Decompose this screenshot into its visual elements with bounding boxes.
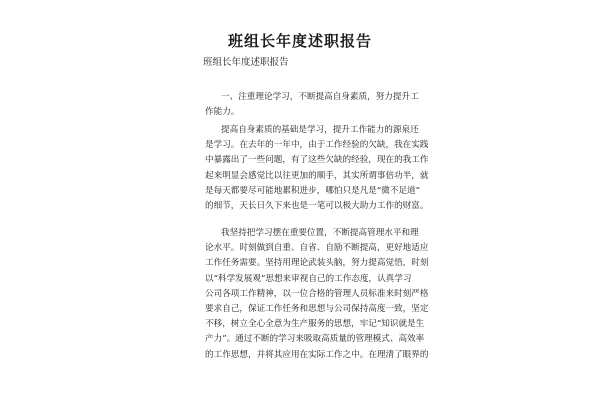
document-title: 班组长年度述职报告 bbox=[227, 32, 372, 50]
paragraph-line: 以“科学发展观”思想来审视自己的工作态度，认真学习 bbox=[205, 273, 412, 284]
paragraph-line: 作能力。 bbox=[205, 107, 240, 118]
paragraph-3 bbox=[205, 226, 429, 363]
paragraph-2 bbox=[205, 123, 429, 214]
paragraph-1 bbox=[205, 90, 419, 120]
paragraph-line: 工作任务需要。坚持用理论武装头脑，努力提高觉悟，时刻 bbox=[205, 258, 429, 269]
paragraph-line: 的工作思想，并将其应用在实际工作之中。在理清了眼界的 bbox=[205, 349, 429, 360]
document-subtitle: 班组长年度述职报告 bbox=[203, 57, 289, 68]
paragraph-line: 一、注重理论学习，不断提高自身素质，努力提升工 bbox=[221, 92, 419, 102]
paragraph-line: 的细节，天长日久下来也是一笔可以极大助力工作的财富。 bbox=[205, 201, 429, 212]
paragraph-line: 起来明显会感觉比以往更加的顺手，其实所谓事倍功半，就 bbox=[205, 170, 429, 181]
paragraph-line: 是每天都要尽可能地累积进步，哪怕只是凡是“微不足道” bbox=[205, 185, 421, 196]
paragraph-line: 论水平。时刻做到自重、自省、自励不断提高，更好地适应 bbox=[205, 243, 429, 254]
paragraph-line: 产力”。通过不断的学习来吸取高质量的管理模式、高效率 bbox=[205, 334, 425, 345]
paragraph-line: 中暴露出了一些问题，有了这些欠缺的经验，现在的我工作 bbox=[205, 155, 429, 166]
paragraph-line: 我坚持把学习摆在重要位置，不断提高管理水平和理 bbox=[221, 228, 419, 238]
paragraph-line: 要求自己，保证工作任务和思想与公司保持高度一致，坚定 bbox=[205, 304, 429, 315]
paragraph-line: 提高自身素质的基础是学习，提升工作能力的源泉还 bbox=[221, 125, 419, 135]
paragraph-line: 公司各项工作精神，以一位合格的管理人员标准来时刻严格 bbox=[205, 288, 429, 299]
paragraph-line: 不移，树立全心全意为生产服务的思想，牢记“知识就是生 bbox=[205, 319, 425, 330]
paragraph-line: 是学习。在去年的一年中，由于工作经验的欠缺，我在实践 bbox=[205, 140, 429, 151]
